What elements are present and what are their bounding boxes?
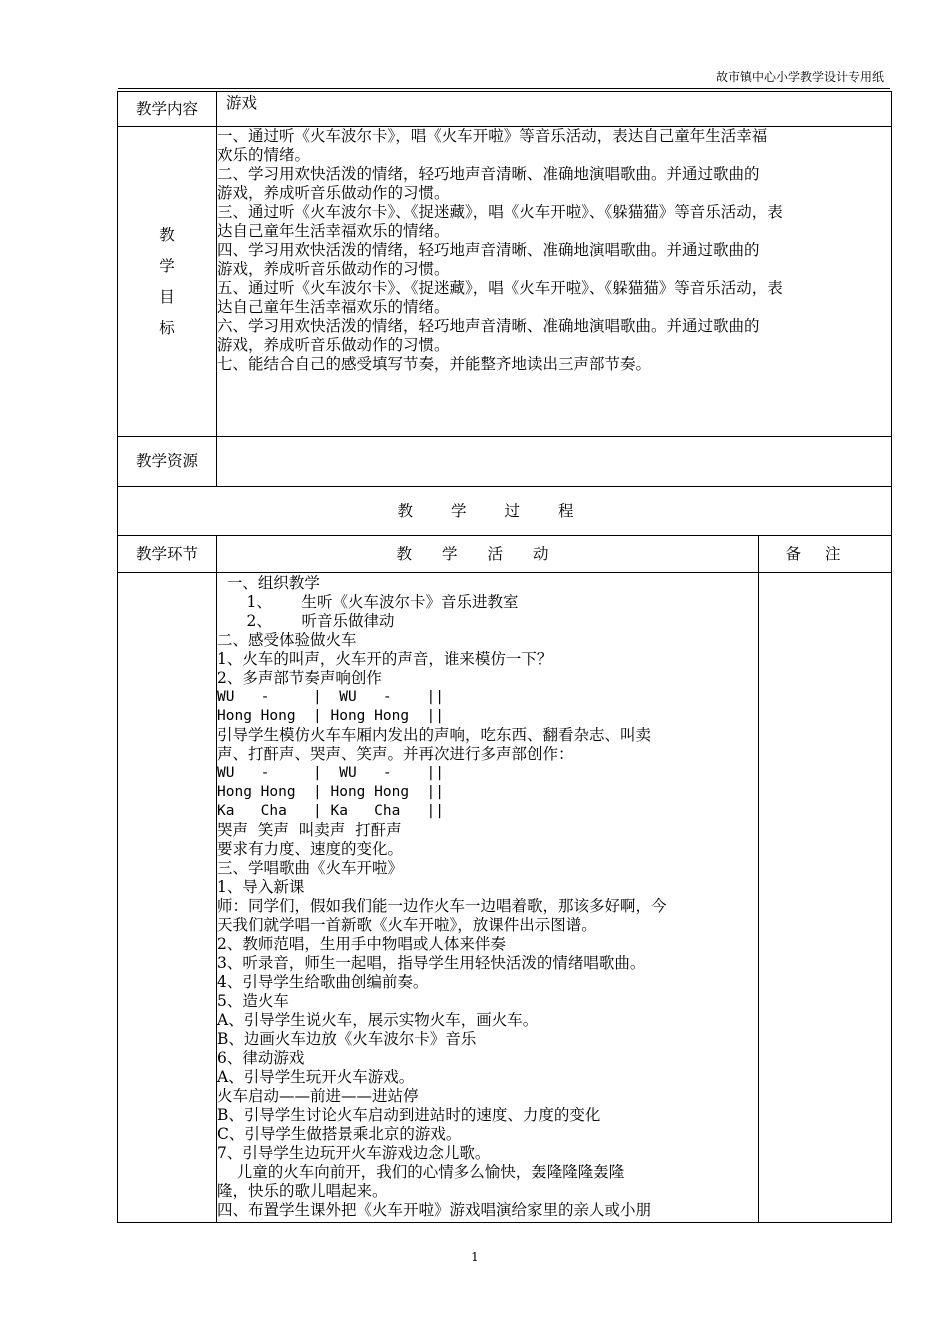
note-cell [759, 573, 892, 1223]
activity-line: 5、造火车 [217, 992, 289, 1010]
goal-line: 达自己童年生活幸福欢乐的情绪。 [217, 222, 450, 240]
activity-line: A、引导学生说火车，展示实物火车，画火车。 [217, 1011, 539, 1029]
page-header: 故市镇中心小学教学设计专用纸 [715, 70, 884, 84]
activity-line: 隆，快乐的歌儿唱起来。 [217, 1182, 388, 1200]
stage-cell [118, 573, 217, 1223]
activity-line: B、引导学生讨论火车启动到进站时的速度、力度的变化 [217, 1106, 601, 1124]
process-title: 教学过程 [118, 487, 892, 536]
activity-row [118, 573, 892, 1223]
goal-line: 游戏，养成听音乐做动作的习惯。 [217, 260, 450, 278]
header-rule [118, 88, 890, 89]
activity-line: WU - | WU - || [217, 689, 444, 705]
activity-line: Hong Hong | Hong Hong || [217, 708, 444, 724]
goals-row [118, 127, 892, 437]
activity-line: 7、引导学生边玩开火车游戏边念儿歌。 [217, 1144, 491, 1162]
goals-label: 教 学 目 标 [118, 127, 217, 437]
resources-value [217, 437, 892, 487]
goal-line: 游戏，养成听音乐做动作的习惯。 [217, 184, 450, 202]
activity-line: A、引导学生玩开火车游戏。 [217, 1068, 415, 1086]
goals-text [217, 127, 892, 437]
page-number: 1 [471, 1250, 479, 1264]
goal-line: 一、通过听《火车波尔卡》，唱《火车开啦》等音乐活动，表达自己童年生活幸福 [217, 127, 768, 145]
goal-line: 三、通过听《火车波尔卡》、《捉迷藏》，唱《火车开啦》、《躲猫猫》等音乐活动，表 [217, 203, 783, 221]
note-header: 备注 [759, 536, 892, 573]
goal-line: 欢乐的情绪。 [217, 146, 311, 164]
goal-line: 六、学习用欢快活泼的情绪，轻巧地声音清晰、准确地演唱歌曲。并通过歌曲的 [217, 317, 760, 335]
activity-line: 天我们就学唱一首新歌《火车开啦》，放课件出示图谱。 [217, 916, 597, 934]
activity-text [217, 573, 759, 1223]
activity-line: 四、布置学生课外把《火车开啦》游戏唱演给家里的亲人或小朋 [217, 1201, 652, 1219]
activity-header: 教学活动 [217, 536, 759, 573]
content-label: 教学内容 [118, 92, 217, 127]
activity-line: 6、律动游戏 [217, 1049, 305, 1067]
goal-line: 达自己童年生活幸福欢乐的情绪。 [217, 298, 450, 316]
column-header-row [118, 536, 892, 573]
activity-line: 儿童的火车向前开，我们的心情多么愉快，轰隆隆隆轰隆 [217, 1163, 625, 1181]
activity-line: 火车启动——前进——进站停 [217, 1087, 419, 1105]
activity-line: B、边画火车边放《火车波尔卡》音乐 [217, 1030, 477, 1048]
lesson-plan-table [117, 91, 892, 1223]
goal-line: 二、学习用欢快活泼的情绪，轻巧地声音清晰、准确地演唱歌曲。并通过歌曲的 [217, 165, 760, 183]
stage-header: 教学环节 [118, 536, 217, 573]
activity-line: 3、听录音，师生一起唱，指导学生用轻快活泼的情绪唱歌曲。 [217, 954, 646, 972]
resources-row [118, 437, 892, 487]
activity-line: 二、感受体验做火车 [217, 631, 357, 649]
activity-line: 4、引导学生给歌曲创编前奏。 [217, 973, 429, 991]
goal-line: 游戏，养成听音乐做动作的习惯。 [217, 336, 450, 354]
activity-line: 1、导入新课 [217, 878, 305, 896]
activity-line: 2、多声部节奏声响创作 [217, 669, 382, 687]
activity-line: 2、教师范唱，生用手中物唱或人体来伴奏 [217, 935, 506, 953]
activity-line: Ka Cha | Ka Cha || [217, 803, 444, 819]
activity-line: 哭声 笑声 叫卖声 打酐声 [217, 821, 402, 839]
activity-line: 2、 听音乐做律动 [217, 612, 395, 630]
activity-line: 1、 生听《火车波尔卡》音乐进教室 [217, 593, 519, 611]
goal-line: 四、学习用欢快活泼的情绪，轻巧地声音清晰、准确地演唱歌曲。并通过歌曲的 [217, 241, 760, 259]
activity-line: 要求有力度、速度的变化。 [217, 840, 404, 858]
resources-label: 教学资源 [118, 437, 217, 487]
activity-line: 一、组织教学 [217, 574, 320, 592]
activity-line: C、引导学生做搭景乘北京的游戏。 [217, 1125, 462, 1143]
activity-line: 1、火车的叫声，火车开的声音，谁来模仿一下？ [217, 650, 553, 668]
content-row [118, 92, 892, 127]
activity-line: 师：同学们，假如我们能一边作火车一边唱着歌，那该多好啊，今 [217, 897, 667, 915]
content-value: 游戏 [217, 92, 892, 127]
activity-line: 引导学生模仿火车车厢内发出的声响，吃东西、翻看杂志、叫卖 [217, 726, 652, 744]
activity-line: Hong Hong | Hong Hong || [217, 784, 444, 800]
process-title-row [118, 487, 892, 536]
activity-line: WU - | WU - || [217, 765, 444, 781]
goal-line: 五、通过听《火车波尔卡》、《捉迷藏》，唱《火车开啦》、《躲猫猫》等音乐活动，表 [217, 279, 783, 297]
goal-line: 七、能结合自己的感受填写节奏，并能整齐地读出三声部节奏。 [217, 355, 652, 373]
activity-line: 三、学唱歌曲《火车开啦》 [217, 859, 404, 877]
activity-line: 声、打酐声、哭声、笑声。并再次进行多声部创作： [217, 745, 574, 763]
